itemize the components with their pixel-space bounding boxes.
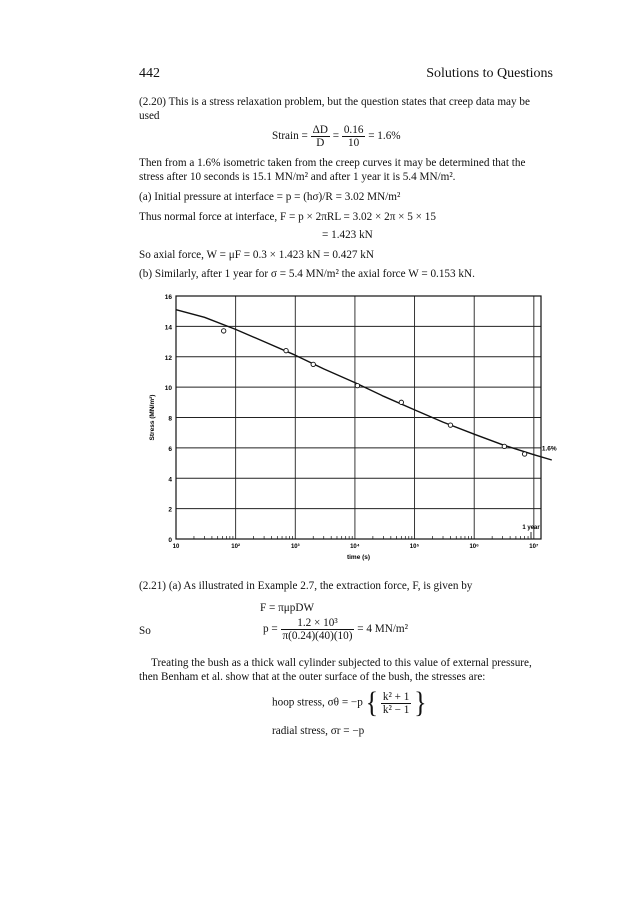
x-tick-label: 10 xyxy=(172,544,180,550)
data-marker xyxy=(448,423,452,427)
q220-force-result: = 1.423 kN xyxy=(322,229,373,241)
right-brace: } xyxy=(414,685,427,720)
q220-then-text: Then from a 1.6% isometric taken from the creep curves it may be determined that the stress after 10 seconds is 15.1 MN/m² and after 1 year it is 5.4 MN/m². xyxy=(139,157,526,183)
q220-intro: (2.20) This is a stress relaxation problem, but the question states that creep data may be used xyxy=(139,96,530,122)
x-tick-label: 10⁶ xyxy=(469,544,479,550)
y-tick-label: 2 xyxy=(168,506,172,514)
series-label-1-6-percent: 1.6% xyxy=(541,445,557,453)
p-fraction: $\frac{\text{1.2 × 10³}}{\pi(0.24)(40)(10)}$ xyxy=(282,617,353,642)
q220-axial-force: So axial force, W = μF = 0.3 × 1.423 kN = 0.427 kN xyxy=(139,249,374,261)
q221-p-equation: p = $\frac{\text{1.2 × 10³}}{\pi(0.24)(40)(10)}$ = 4 MN/m² xyxy=(263,617,408,642)
x-tick-label: 10⁵ xyxy=(409,544,420,550)
x-axis-label: time (s) xyxy=(346,554,371,561)
page-number: 442 xyxy=(139,66,160,81)
running-title: Solutions to Questions xyxy=(426,66,553,81)
y-tick-label: 0 xyxy=(168,537,172,544)
q221-so: So xyxy=(139,625,151,637)
q220-part-b: (b) Similarly, after 1 year for σ = 5.4 MN/m² the axial force W = 0.153 kN. xyxy=(139,268,475,280)
q221-f-equation: F = πμpDW xyxy=(260,602,315,614)
y-tick-label: 6 xyxy=(168,445,172,453)
strain-result: = 1.6% xyxy=(368,130,401,143)
y-tick-label: 12 xyxy=(164,354,172,362)
data-marker xyxy=(502,444,506,448)
x-tick-label: 10⁷ xyxy=(529,544,539,550)
q220-normal-force: Thus normal force at interface, F = p × 2πRL = 3.02 × 2π × 5 × 15 xyxy=(139,211,436,223)
data-marker xyxy=(399,400,403,404)
y-tick-label: 8 xyxy=(168,415,172,423)
y-tick-label: 4 xyxy=(168,476,172,484)
y-axis-label: Stress (MN/m²) xyxy=(149,394,156,441)
series-line-1-6-percent xyxy=(176,310,552,460)
y-tick-label: 16 xyxy=(164,294,172,301)
data-marker xyxy=(221,329,225,333)
q220-part-a: (a) Initial pressure at interface = p = (hσ)/R = 3.02 MN/m² xyxy=(139,191,401,203)
data-marker xyxy=(355,383,359,387)
strain-label: Strain = xyxy=(272,130,308,143)
data-marker xyxy=(522,452,526,456)
delta-d-over-d: $\frac{\Delta D}{D}$ xyxy=(312,124,328,149)
x-tick-label: 10² xyxy=(231,544,240,550)
one-year-label: 1 year xyxy=(522,525,540,531)
q221-intro: (2.21) (a) As illustrated in Example 2.7, the extraction force, F, is given by xyxy=(139,580,473,592)
x-tick-label: 10³ xyxy=(290,544,300,550)
data-marker xyxy=(311,362,315,366)
radial-stress-equation: radial stress, σr = −p xyxy=(272,725,365,737)
x-tick-label: 10⁴ xyxy=(350,544,360,550)
hoop-stress-equation: hoop stress, σθ = −p { $\frac{\text{k² + 1}}{\text{k² − 1}}$ } xyxy=(272,685,427,720)
k-fraction: $\frac{\text{k² + 1}}{\text{k² − 1}}$ xyxy=(382,690,410,716)
numeric-fraction: $\frac{0.16}{10}$ xyxy=(343,124,364,149)
data-marker xyxy=(284,348,288,352)
q221-treating: Treating the bush as a thick wall cylinder subjected to this value of external pressure, then Benham et al. show that at the outer surface of the bush, the stresses are: xyxy=(139,657,532,683)
left-brace: { xyxy=(365,685,379,720)
y-tick-label: 10 xyxy=(164,385,172,393)
y-tick-label: 14 xyxy=(164,324,172,332)
strain-equation: Strain = $\frac{\Delta D}{D}$ = $\frac{0.16}{10}$ = 1.6% xyxy=(272,124,401,149)
